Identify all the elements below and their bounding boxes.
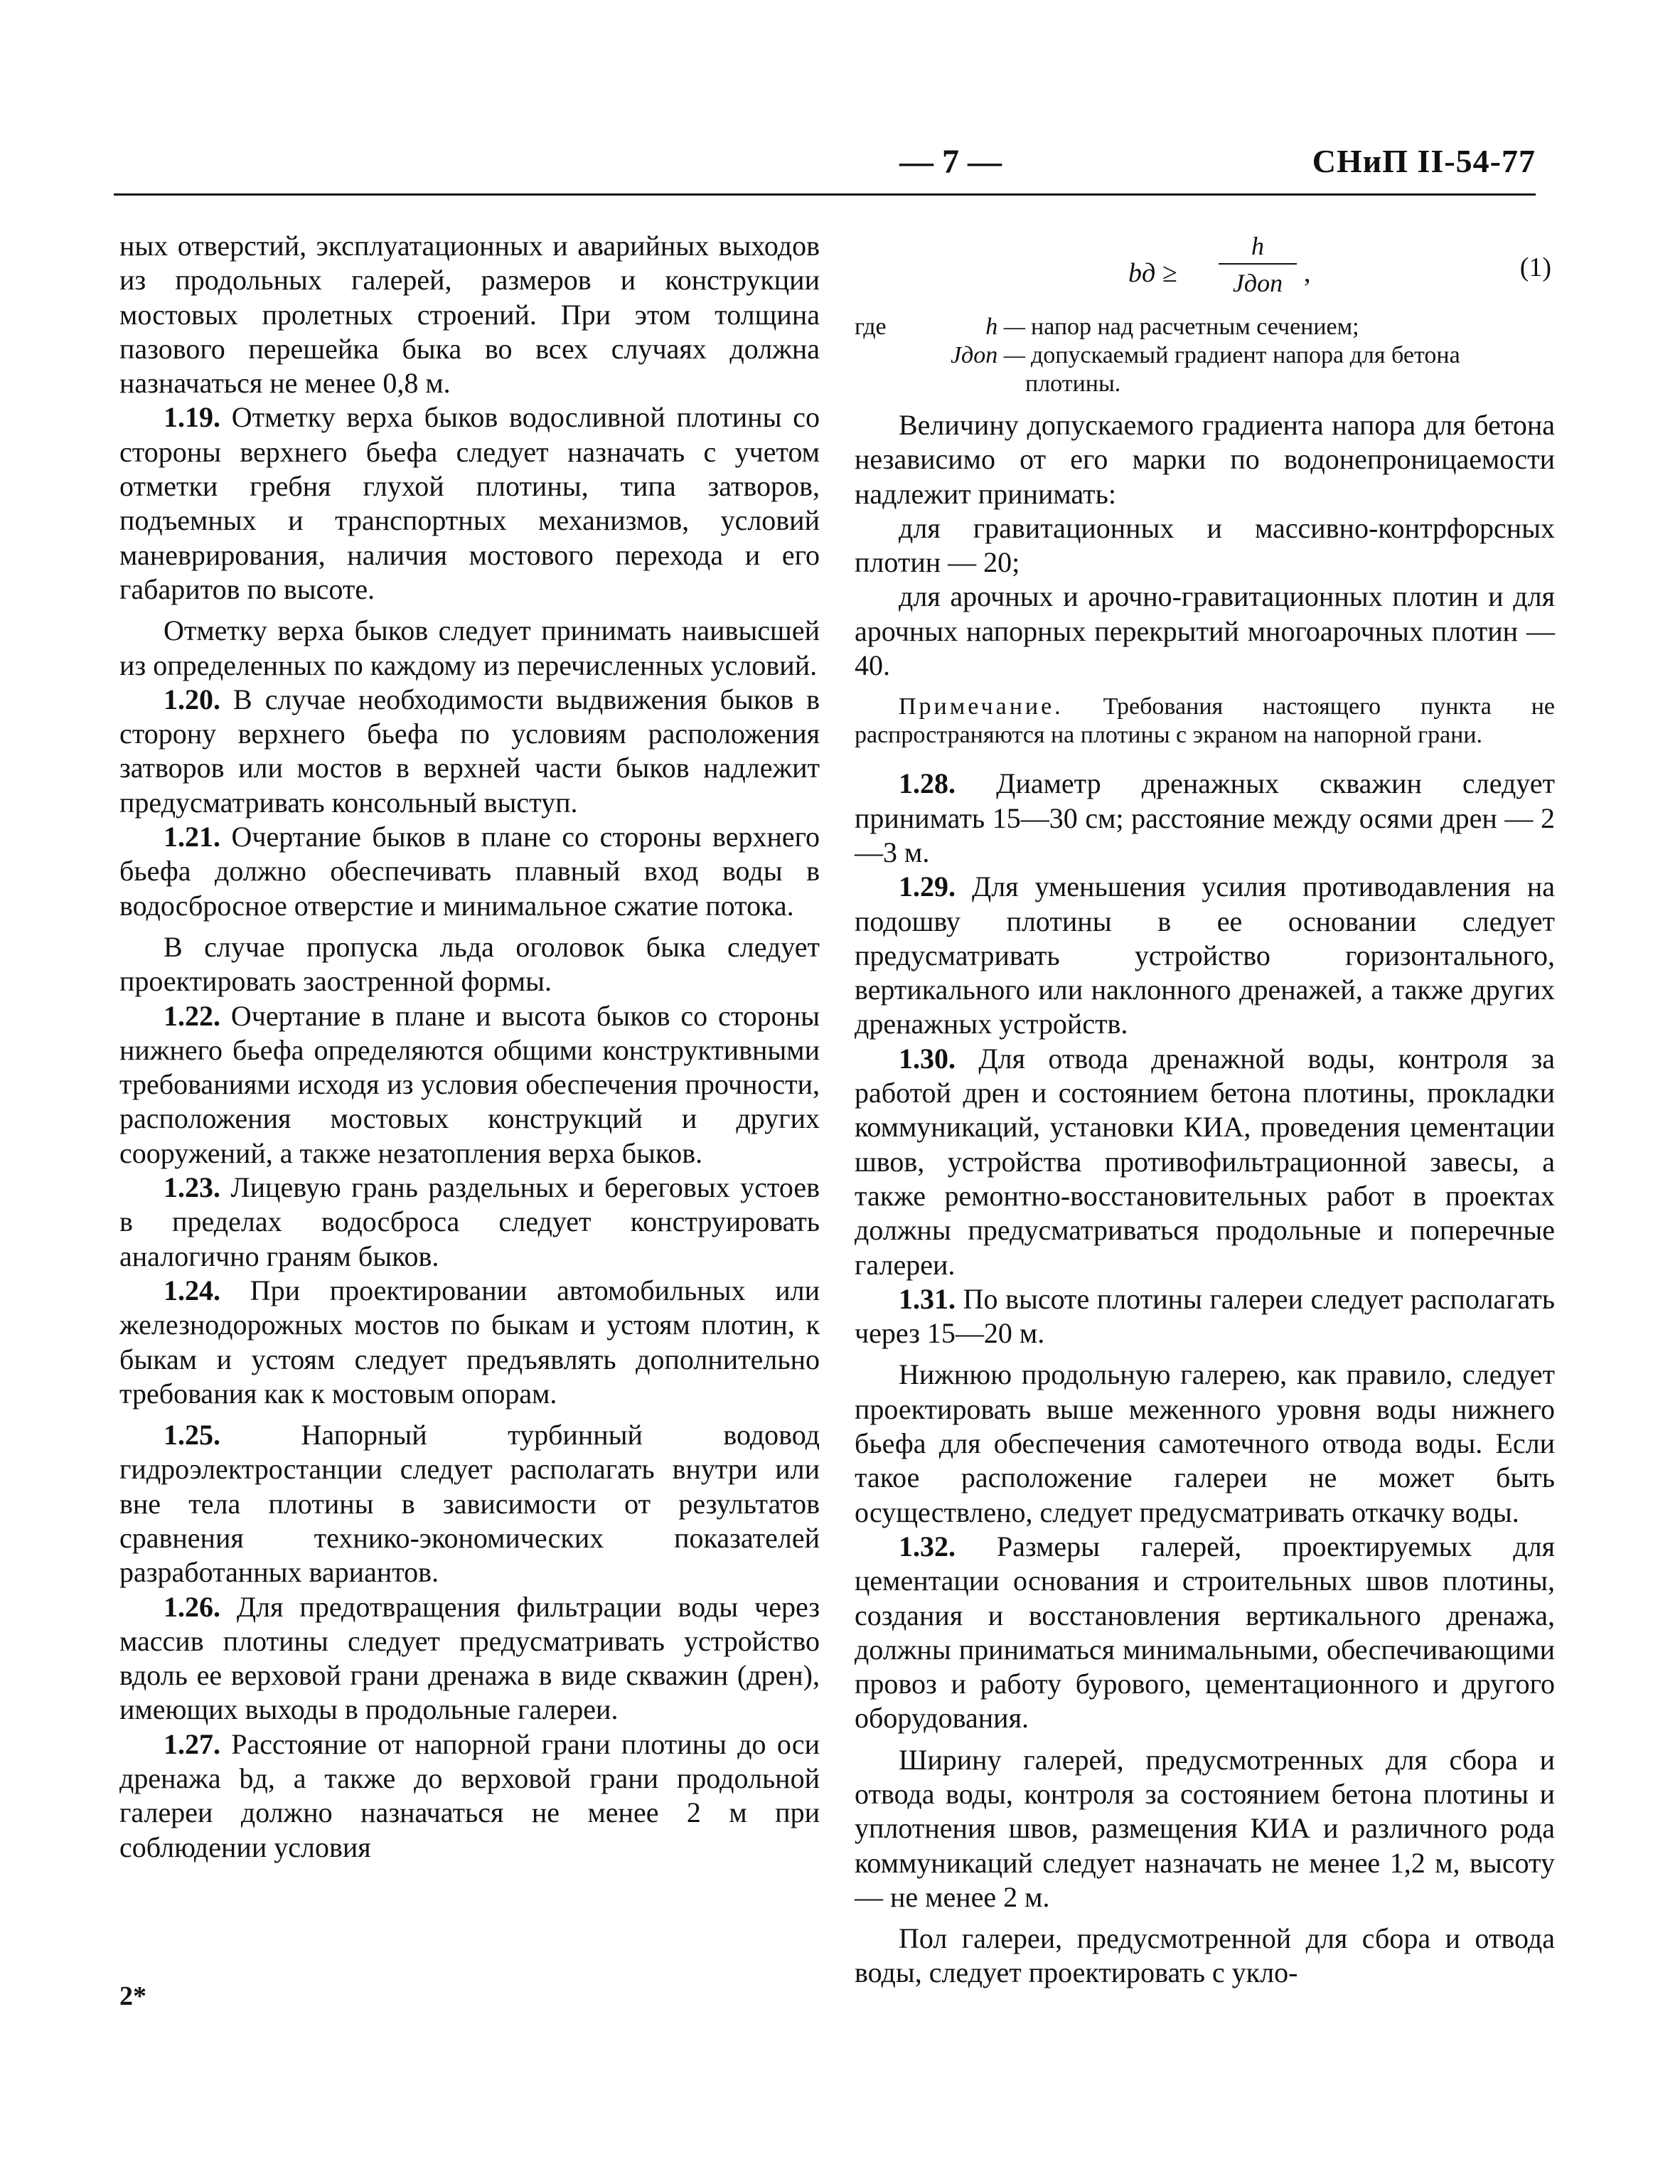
clause-number: 1.26. [164,1590,220,1623]
definition-continuation: плотины. [1025,371,1121,397]
paragraph-text: В случае необходимости выдвижения быков в сторону верхнего бьефа по условиям расположения затворов или мостов в верхней части быков надлежит предусматривать консольный выступ. [119,683,820,819]
paragraph-text: Пол галереи, предусмотренной для сбора и отвода воды, следует проектировать с укло- [855,1922,1555,1989]
paragraph-text: Очертание в плане и высота быков со стороны нижнего бьефа определяются общими конструктивными требованиями исходя из условия обеспечения прочности, расположения мостовых конструкций и других сооружений, а также незатопления верха быков. [119,999,820,1169]
document-code: СНиП II-54-77 [1312,143,1536,179]
fraction-bar [1219,263,1297,265]
list-item [855,580,1555,683]
paragraph-text: Величину допускаемого градиента напора для бетона независимо от его марки по водонепроницаемости надлежит принимать: [855,409,1555,510]
paragraph [119,229,820,400]
clause-number: 1.22. [164,999,220,1032]
clause-number: 1.30. [899,1042,956,1075]
signature-mark: 2* [119,1981,146,2011]
definition-symbol: Jдоп — [950,342,1025,368]
clause-number: 1.20. [164,683,220,715]
paragraph [855,1358,1555,1529]
clause-1-20 [119,683,820,820]
right-column [855,229,1555,1991]
clause-number: 1.24. [164,1274,220,1306]
formula-lhs: bд ≥ [1128,258,1177,288]
formula-comma: , [1304,258,1311,288]
paragraph-text: Отметку верха быков следует принимать наивысшей из определенных по каждому из перечисленных условий. [119,614,820,681]
definition-text: напор над расчетным сечением; [1031,314,1359,340]
clause-1-21 [119,820,820,923]
clause-1-19 [119,400,820,607]
clause-1-28 [855,767,1555,870]
paragraph-text: Очертание быков в плане со стороны верхнего бьефа должно обеспечивать плавный вход воды в водосбросное отверстие и минимальное сжатие потока. [119,821,820,922]
clause-1-24 [119,1274,820,1411]
formula-1 [855,229,1555,313]
header-rule [114,193,1536,196]
paragraph-text: для гравитационных и массивно-контрфорсных плотин — 20; [855,511,1555,579]
clause-number: 1.31. [899,1282,956,1315]
clause-number: 1.28. [899,767,956,800]
clause-number: 1.25. [164,1419,220,1451]
clause-1-30 [855,1042,1555,1282]
paragraph-text: Для отвода дренажной воды, контроля за работой дрен и состоянием бетона плотины, прокладки коммуникаций, установки КИА, проведения цементации швов, устройства противофильтрационной завесы, а также ремонтно-восстановительных работ в проектах должны предусматриваться продольные и поперечные галереи. [855,1042,1556,1281]
paragraph-text: Расстояние от напорной грани плотины до оси дренажа bд, а также до верховой грани продольной галереи должно назначаться не менее 2 м при соблюдении условия [119,1727,820,1863]
clause-number: 1.27. [164,1727,220,1760]
paragraph-text: Диаметр дренажных скважин следует принимать 15—30 см; расстояние между осями дрен — 2—3 м. [855,767,1556,868]
clause-number: 1.19. [164,401,220,434]
paragraph-text: Напорный турбинный водовод гидроэлектростанции следует располагать внутри или вне тела плотины в зависимости от результатов сравнения технико-экономических показателей разработанных вариантов. [119,1419,820,1589]
clause-1-32 [855,1530,1555,1736]
formula-fraction [1219,229,1297,300]
left-column [119,229,820,1865]
paragraph-text: Для предотвращения фильтрации воды через массив плотины следует предусматривать устройство вдоль ее верховой грани дренажа в виде скважин (дрен), имеющих выходы в продольные галереи. [119,1590,820,1726]
paragraph-text: Размеры галерей, проектируемых для цементации основания и строительных швов плотины, создания и восстановления вертикального дренажа, должны приниматься минимальными, обеспечивающими провоз и работу бурового, цементационного и другого оборудования. [855,1530,1556,1735]
formula-numerator: h [1251,232,1264,260]
paragraph-text: В случае пропуска льда оголовок быка следует проектировать заостренной формы. [119,930,820,998]
paragraph-text: ных отверстий, эксплуатационных и аварийных выходов из продольных галерей, размеров и конструкции мостовых пролетных строений. При этом толщина пазового перешейка быка во всех случаях должна назначаться не менее 0,8 м. [119,230,820,400]
paragraph-text: Ширину галерей, предусмотренных для сбора и отвода воды, контроля за состоянием бетона плотины и уплотнения швов, размещения КИА и различного рода коммуникаций следует назначать не менее 1,2 м, высоту — не менее 2 м. [855,1743,1555,1913]
paragraph-text: По высоте плотины галереи следует располагать через 15—20 м. [855,1282,1556,1350]
formula-definitions [855,313,1555,398]
formula-denominator: Jдоп [1232,269,1283,297]
paragraph [855,408,1555,511]
page-number: — 7 — [899,143,1002,181]
paragraph-text: Нижнюю продольную галерею, как правило, следует проектировать выше меженного уровня воды нижнего бьефа для обеспечения самотечного отвода воды. Если такое расположение галереи не может быть осуществлено, следует предусматривать откачку воды. [855,1358,1555,1528]
clause-1-26 [119,1590,820,1727]
page-header [114,142,1536,199]
definition-row [855,313,1555,341]
note [855,693,1555,750]
note-text: Требования настоящего пункта не распространяются на плотины с экраном на напорной грани. [855,693,1556,749]
definition-symbol: h — [985,314,1025,340]
note-label: Примечание. [899,693,1064,720]
clause-1-27 [119,1727,820,1865]
paragraph-text: Отметку верха быков водосливной плотины со стороны верхнего бьефа следует назначать с учетом отметки гребня глухой плотины, типа затворов, подъемных и транспортных механизмов, условий маневрирования, наличия мостового перехода и его габаритов по высоте. [119,401,820,605]
clause-1-23 [119,1171,820,1274]
clause-number: 1.29. [899,870,956,903]
clause-1-31 [855,1282,1555,1351]
paragraph [855,1743,1555,1914]
equation-number: (1) [1519,252,1551,282]
clause-1-29 [855,870,1555,1041]
clause-number: 1.23. [164,1171,220,1204]
list-item [855,511,1555,580]
paragraph-text: При проектировании автомобильных или железнодорожных мостов по быкам и устоям плотин, к быкам и устоям следует предъявлять дополнительно требования как к мостовым опорам. [119,1274,820,1410]
paragraph [119,930,820,999]
definition-text: допускаемый градиент напора для бетона [1031,342,1460,368]
clause-number: 1.32. [899,1530,956,1562]
clause-1-22 [119,999,820,1171]
paragraph-text: для арочных и арочно-гравитационных плотин и для арочных напорных перекрытий многоарочных плотин — 40. [855,580,1555,682]
paragraph-text: Лицевую грань раздельных и береговых устоев в пределах водосброса следует конструировать аналогично граням быков. [119,1171,820,1272]
paragraph-text: Для уменьшения усилия противодавления на подошву плотины в ее основании следует предусматривать устройство горизонтального, вертикального или наклонного дренажей, а также других дренажных устройств. [855,870,1555,1040]
definition-row [855,341,1555,370]
clause-1-25 [119,1418,820,1589]
clause-number: 1.21. [164,821,220,853]
paragraph [119,614,820,683]
definitions-label: где [855,314,887,340]
paragraph [855,1922,1555,1991]
